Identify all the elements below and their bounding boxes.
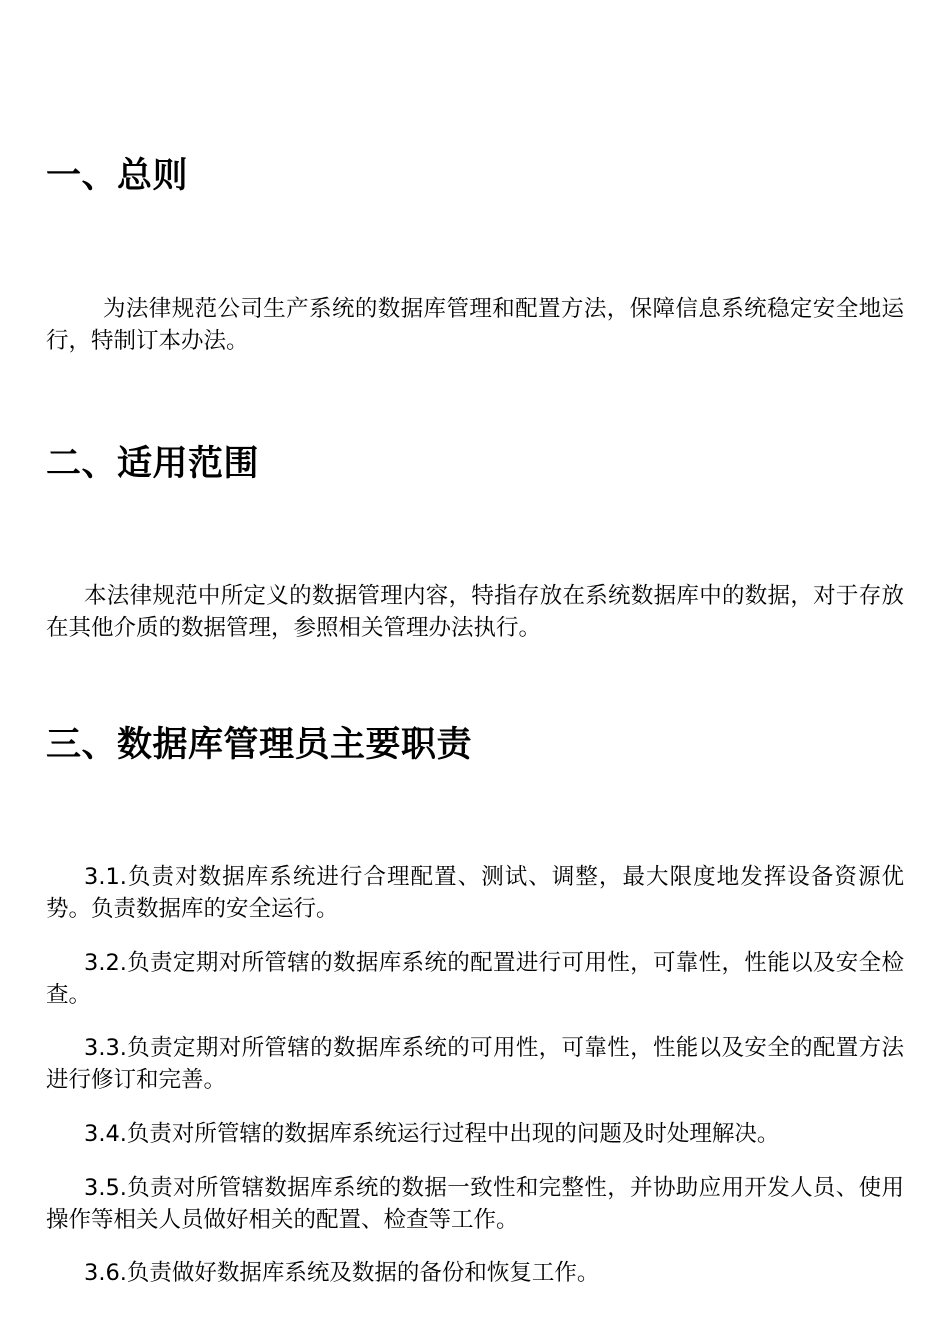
paragraph-duty-3-6: 3.6.负责做好数据库系统及数据的备份和恢复工作。 <box>84 1260 600 1286</box>
section-heading-scope: 二、适用范围 <box>46 444 260 484</box>
paragraph-duty-3-5: 3.5.负责对所管辖数据库系统的数据一致性和完整性，并协助应用开发人员、使用操作等相关人员做好相关的配置、检查等工作。 <box>46 1175 904 1233</box>
paragraph-duty-3-3: 3.3.负责定期对所管辖的数据库系统的可用性，可靠性，性能以及安全的配置方法进行修订和完善。 <box>46 1035 904 1093</box>
paragraph-general-purpose: 为法律规范公司生产系统的数据库管理和配置方法，保障信息系统稳定安全地运行，特制订本办法。 <box>46 296 904 354</box>
paragraph-duty-3-1: 3.1.负责对数据库系统进行合理配置、测试、调整，最大限度地发挥设备资源优势。负责数据库的安全运行。 <box>46 864 904 922</box>
paragraph-duty-3-2: 3.2.负责定期对所管辖的数据库系统的配置进行可用性，可靠性，性能以及安全检查。 <box>46 950 904 1008</box>
section-heading-general: 一、总则 <box>46 156 189 196</box>
paragraph-duty-3-4: 3.4.负责对所管辖的数据库系统运行过程中出现的问题及时处理解决。 <box>84 1121 780 1147</box>
paragraph-scope: 本法律规范中所定义的数据管理内容，特指存放在系统数据库中的数据，对于存放在其他介质的数据管理，参照相关管理办法执行。 <box>46 583 904 641</box>
section-heading-dba-duties: 三、数据库管理员主要职责 <box>46 725 473 765</box>
